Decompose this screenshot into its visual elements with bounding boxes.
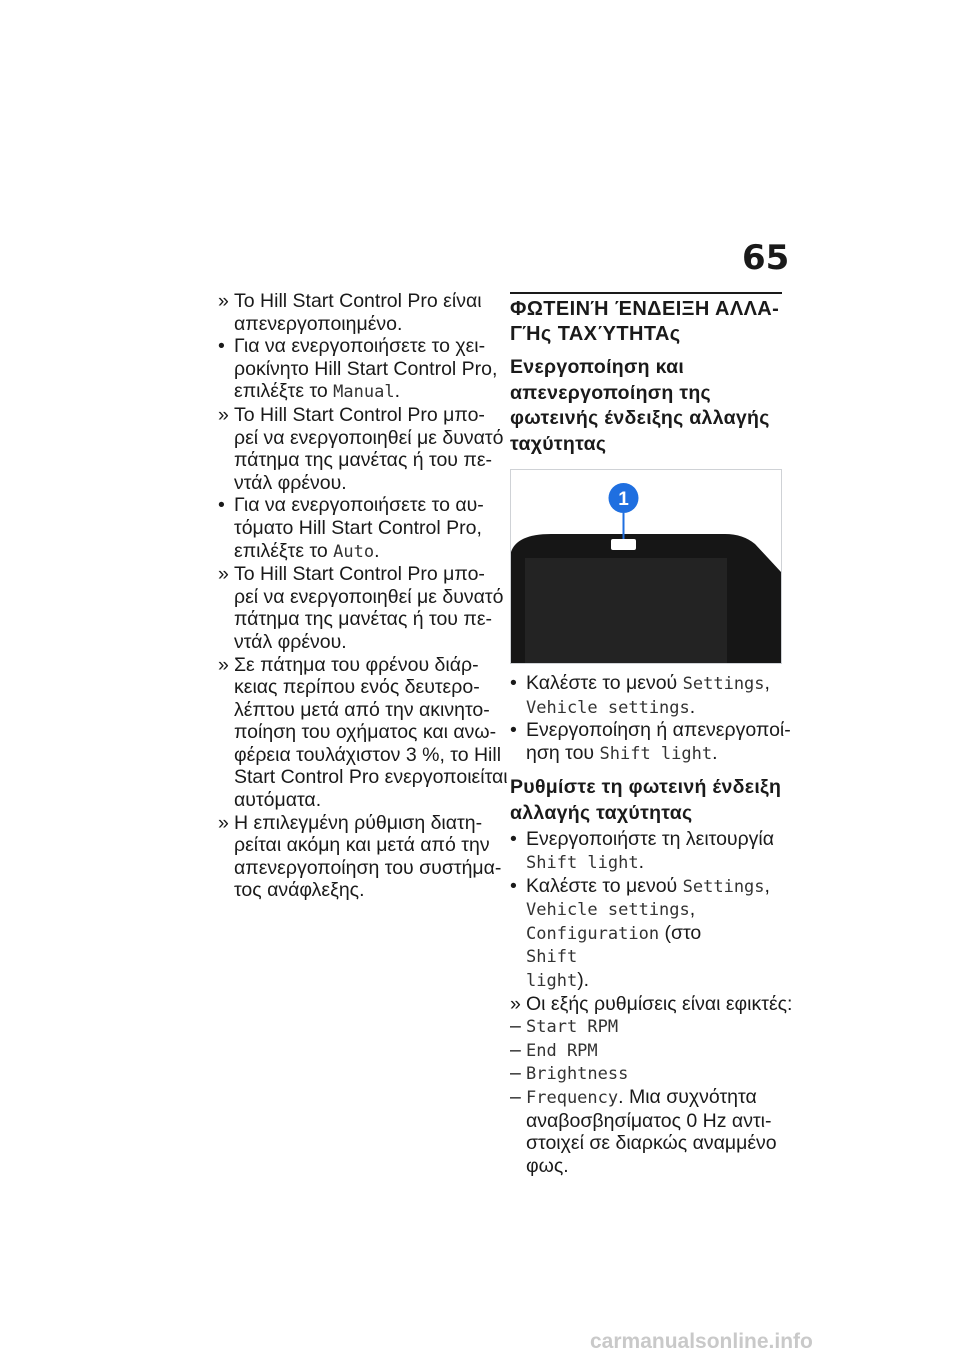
- text-line: τος ανάφλεξης.: [234, 879, 365, 902]
- text-line: Οι εξής ρυθμίσεις είναι εφικτές:: [526, 992, 793, 1015]
- menu-setting-name: End RPM: [526, 1040, 598, 1061]
- list-item: [218, 290, 494, 335]
- bullet-icon: •: [218, 494, 225, 517]
- text-line: [526, 1039, 782, 1063]
- text-line: Vehicle settings,: [526, 898, 696, 921]
- text-line: ρεί να ενεργοποιηθεί με δυνατό: [234, 585, 504, 608]
- result-arrow-icon: »: [510, 992, 521, 1015]
- result-arrow-icon: »: [218, 811, 229, 834]
- bullet-icon: •: [510, 719, 517, 742]
- menu-setting-name: Manual: [333, 382, 395, 403]
- text-line: Vehicle settings.: [526, 695, 696, 718]
- text-line: [526, 1015, 782, 1039]
- text-line: Ενεργοποιήστε τη λειτουργία: [526, 828, 775, 851]
- list-item: [510, 672, 782, 719]
- menu-setting-name: Settings: [682, 674, 765, 694]
- shift-light-indicator: [611, 539, 636, 550]
- text-line: Για να ενεργοποιήσετε το χει-: [234, 335, 486, 358]
- text-line: [526, 945, 782, 969]
- text-line: ηση του Shift light.: [526, 741, 718, 764]
- list-item: [510, 875, 782, 993]
- text-line: Ενεργοποίηση ή απενεργοποί-: [526, 719, 791, 742]
- watermark: carmanualsonline.info: [590, 1330, 813, 1353]
- text-line: ντάλ φρένου.: [234, 471, 347, 494]
- dash-icon: –: [510, 1062, 521, 1085]
- text-line: Start Control Pro ενεργοποιείται: [234, 766, 508, 789]
- bullet-icon: •: [510, 672, 517, 694]
- list-item: [218, 563, 504, 653]
- text-line: κειας περίπου ενός δευτερο-: [234, 676, 480, 699]
- text-line: πάτημα της μανέτας ή του πε-: [234, 608, 493, 631]
- list-item: [218, 494, 494, 563]
- enable-steps-list: [510, 672, 791, 765]
- result-arrow-icon: »: [218, 290, 229, 312]
- text-line: ντάλ φρένου.: [234, 630, 347, 653]
- bullet-icon: •: [510, 874, 517, 897]
- text-line: ρεί να ενεργοποιηθεί με δυνατό: [234, 426, 504, 449]
- display-screen: [525, 558, 727, 663]
- text-line: πάτημα της μανέτας ή του πε-: [234, 449, 493, 472]
- menu-setting-name: Vehicle settings: [526, 900, 690, 921]
- dash-icon: –: [510, 1015, 521, 1038]
- text-line: Σε πάτημα του φρένου διάρ-: [234, 653, 479, 676]
- subtitle-enable-shift-light: Ενεργοποίηση και απενεργοποίηση της φωτεινής ένδειξης αλλαγής ταχύτητας: [510, 356, 770, 455]
- list-item: [510, 1062, 782, 1086]
- dash-icon: –: [510, 1038, 521, 1061]
- menu-setting-name: light: [526, 970, 578, 991]
- list-item: [218, 335, 498, 404]
- text-line: απενεργοποίηση του συστήμα-: [234, 856, 502, 879]
- menu-setting-name: Auto: [333, 541, 375, 562]
- result-arrow-icon: »: [218, 653, 229, 676]
- result-arrow-icon: »: [218, 403, 229, 426]
- text-line: φέρεια τουλάχιστον 3 %, το Hill: [234, 743, 502, 766]
- dashboard-display-illustration: [511, 470, 781, 663]
- shift-light-figure: [510, 469, 782, 664]
- bullet-icon: •: [510, 828, 517, 851]
- menu-setting-name: Shift: [526, 947, 578, 968]
- section-rule: [510, 292, 782, 294]
- text-line: light).: [526, 968, 590, 991]
- menu-setting-name: Frequency: [526, 1087, 619, 1108]
- text-line: αυτόματα.: [234, 789, 322, 812]
- callout-number: 1: [618, 489, 629, 510]
- text-line: Για να ενεργοποιήσετε το αυ-: [234, 494, 484, 517]
- text-line: Shift light.: [526, 850, 645, 873]
- text-line: Καλέστε το μενού Settings,: [526, 672, 770, 694]
- text-line: Frequency. Μια συχνότητα: [526, 1085, 757, 1108]
- list-item: [510, 992, 793, 1016]
- menu-setting-name: Settings: [682, 876, 765, 897]
- list-item: [510, 1086, 782, 1177]
- subtitle-configure-shift-light: Ρυθμίστε τη φωτεινή ένδειξη αλλαγής ταχύτητας: [510, 776, 782, 824]
- text-line: απενεργοποιημένο.: [234, 312, 403, 335]
- text-line: Το Hill Start Control Pro μπο-: [234, 563, 485, 586]
- text-line: λέπτου μετά από την ακινητο-: [234, 698, 490, 721]
- text-line: επιλέξτε το Auto.: [234, 539, 380, 562]
- list-item: [218, 403, 504, 494]
- text-line: Το Hill Start Control Pro είναι: [234, 290, 482, 312]
- text-line: ποίηση του οχήματος και ανω-: [234, 721, 497, 744]
- page-number: 65: [742, 238, 790, 278]
- text-line: φως.: [526, 1154, 569, 1177]
- result-arrow-icon: »: [218, 563, 229, 586]
- dash-icon: –: [510, 1085, 521, 1108]
- text-line: Η επιλεγμένη ρύθμιση διατη-: [234, 811, 483, 834]
- text-line: Το Hill Start Control Pro μπο-: [234, 403, 485, 426]
- configure-steps-list: [510, 828, 793, 1177]
- list-item: [510, 1015, 782, 1039]
- list-item: [218, 811, 502, 902]
- menu-setting-name: Brightness: [526, 1064, 629, 1085]
- text-line: ροκίνητο Hill Start Control Pro,: [234, 357, 498, 380]
- menu-setting-name: Shift light: [526, 852, 639, 873]
- text-line: Καλέστε το μενού Settings,: [526, 874, 770, 897]
- list-item: [510, 719, 791, 765]
- text-line: [526, 1062, 782, 1086]
- menu-setting-name: Vehicle settings: [526, 697, 690, 718]
- text-line: στοιχεί σε διαρκώς αναμμένο: [526, 1132, 777, 1155]
- text-line: Configuration (στο: [526, 921, 702, 944]
- menu-setting-name: Configuration: [526, 923, 660, 944]
- text-line: επιλέξτε το Manual.: [234, 380, 401, 403]
- list-item: [218, 653, 508, 812]
- section-title: ΦΩΤΕΙΝΉ ΈΝΔΕΙΞΗ ΑΛΛΑ- ΓΉς ΤΑΧΎΤΗΤΑς: [510, 298, 780, 345]
- menu-setting-name: Start RPM: [526, 1017, 619, 1038]
- list-item: [510, 1039, 782, 1063]
- text-line: ρείται ακόμη και μετά από την: [234, 834, 490, 857]
- text-line: αναβοσβησίματος 0 Hz αντι-: [526, 1109, 772, 1132]
- bullet-icon: •: [218, 335, 225, 358]
- right-column: [510, 292, 793, 1177]
- text-line: τόματο Hill Start Control Pro,: [234, 516, 482, 539]
- menu-setting-name: Shift light: [599, 743, 713, 764]
- list-item: [510, 828, 782, 874]
- left-column: [218, 290, 508, 902]
